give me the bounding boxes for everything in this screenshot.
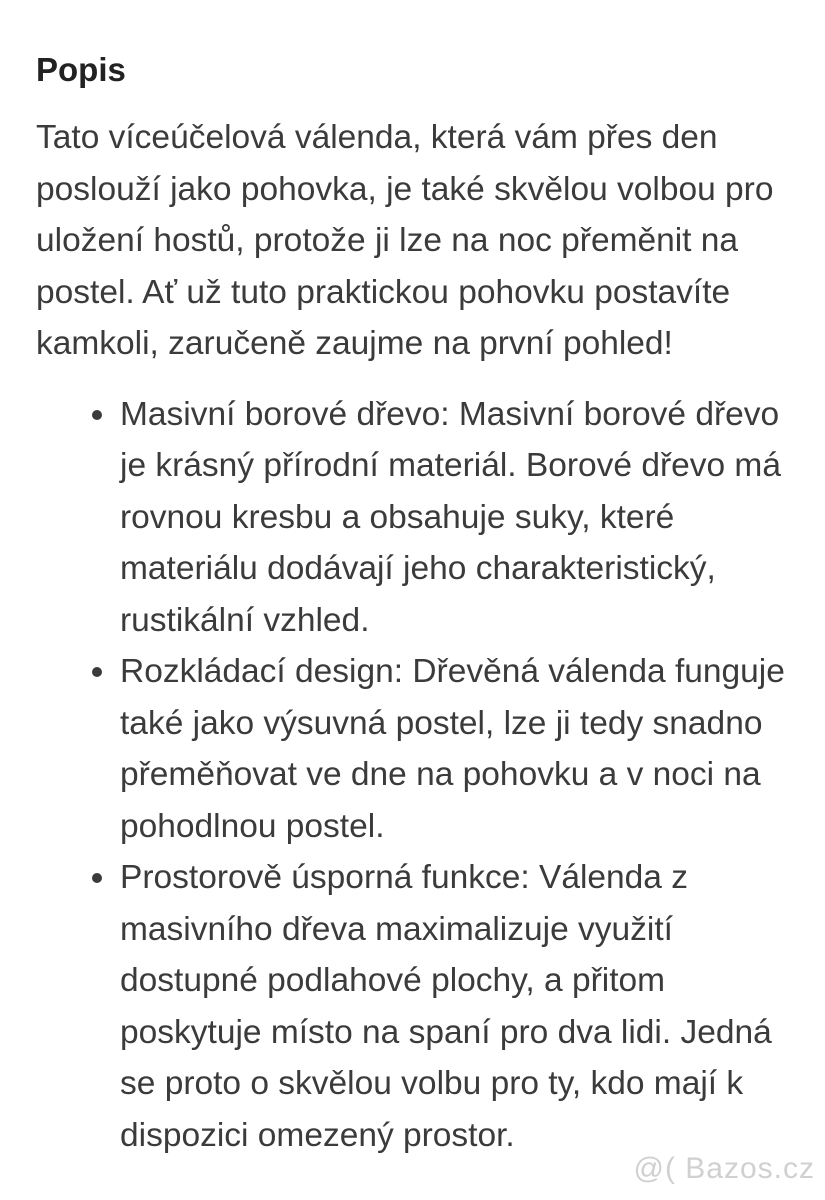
feature-text: Masivní borové dřevo: Masivní borové dřevo je krásný přírodní materiál. Borové dřevo má rovnou kresbu a obsahuje suky, které materiálu dodávají jeho charakteristický, rustikální vzhled.: [120, 395, 781, 639]
feature-text: Rozkládací design: Dřevěná válenda funguje také jako výsuvná postel, lze ji tedy snadno přeměňovat ve dne na pohovku a v noci na pohodlnou postel.: [120, 653, 785, 845]
section-heading: Popis: [36, 51, 126, 88]
feature-item: [120, 646, 796, 852]
bullet-icon: [92, 667, 102, 677]
description-section: [36, 40, 796, 1161]
feature-text: Prostorově úsporná funkce: Válenda z masivního dřeva maximalizuje využití dostupné podlahové plochy, a přitom poskytuje místo na spaní pro dva lidi. Jedná se proto o skvělou volbu pro ty, kdo mají k dispozici omezený prostor.: [120, 859, 772, 1154]
feature-item: [120, 389, 796, 647]
bullet-icon: [92, 410, 102, 420]
bazos-watermark: @( Bazos.cz: [633, 1152, 815, 1185]
feature-item: [120, 852, 796, 1161]
feature-list: [36, 389, 796, 1162]
bullet-icon: [92, 873, 102, 883]
intro-paragraph: Tato víceúčelová válenda, která vám přes den poslouží jako pohovka, je také skvělou volbou pro uložení hostů, protože ji lze na noc přeměnit na postel. Ať už tuto praktickou pohovku postavíte kamkoli, zaručeně zaujme na první pohled!: [36, 119, 774, 362]
